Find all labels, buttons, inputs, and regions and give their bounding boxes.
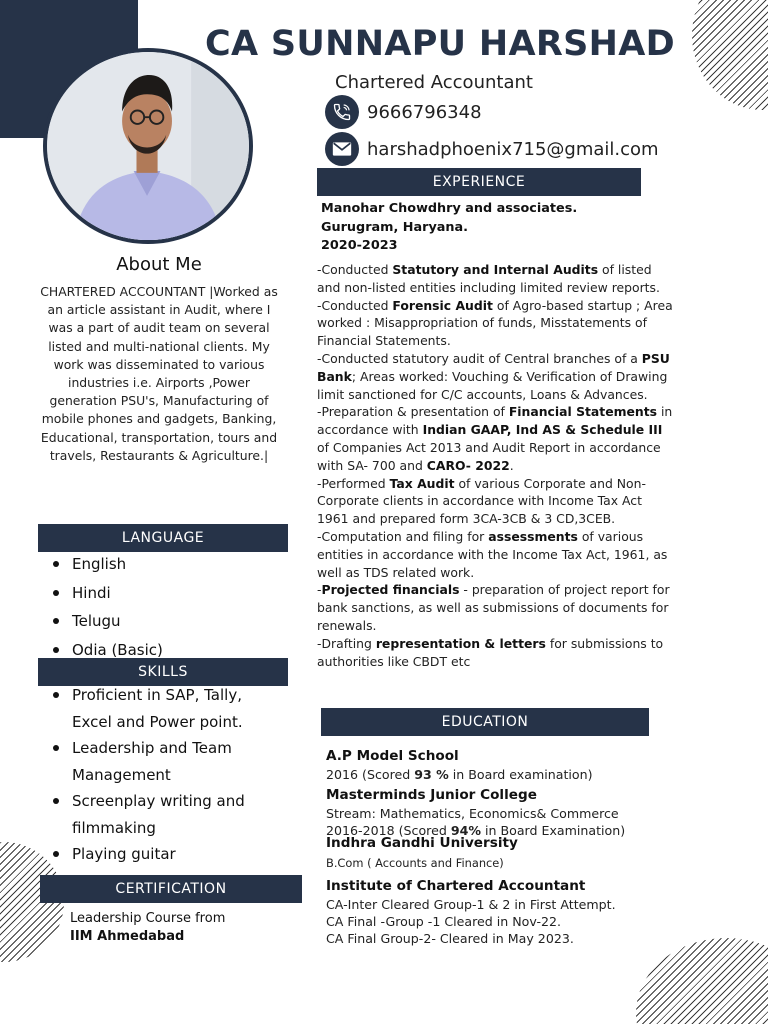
education-stream: Stream: Mathematics, Economics& Commerce xyxy=(326,806,619,821)
education-result: CA Final -Group -1 Cleared in Nov-22. xyxy=(326,914,562,929)
education-entry-school xyxy=(326,747,686,783)
bold-text: Statutory and Internal Audits xyxy=(392,262,599,277)
list-item: Screenplay writing and filmmaking xyxy=(38,788,270,841)
list-item: Odia (Basic) xyxy=(38,636,288,665)
decorative-hatched-circle xyxy=(636,938,768,1024)
experience-firm: Manohar Chowdhry and associates. xyxy=(321,201,578,216)
language-section-bar: LANGUAGE xyxy=(38,524,288,552)
list-item: Proficient in SAP, Tally, Excel and Power point. xyxy=(38,682,270,735)
text-run: -Computation and filing for xyxy=(317,528,489,544)
text-run: of various Corporate and Non-Corporate clients in accordance with Income Tax Act 1961 and prepared form 3CA-3CB & 3 CD,3CEB. xyxy=(317,475,646,527)
bold-text: Forensic Audit xyxy=(392,297,493,313)
text-run: -Preparation & presentation of xyxy=(317,404,509,420)
skills-list xyxy=(38,682,270,868)
phone-number[interactable]: 9666796348 xyxy=(367,101,482,123)
skills-section-bar: SKILLS xyxy=(38,658,288,686)
list-item: Hindi xyxy=(38,579,288,608)
education-section-bar: EDUCATION xyxy=(321,708,649,736)
bold-text: Tax Audit xyxy=(389,475,455,491)
education-entry-college xyxy=(326,786,686,839)
envelope-icon xyxy=(325,132,359,166)
bold-text: Projected financials xyxy=(321,582,460,598)
email-row xyxy=(325,132,659,166)
list-item: Telugu xyxy=(38,607,288,636)
text-run: - xyxy=(317,582,322,598)
certification-text xyxy=(70,910,225,946)
experience-bullet xyxy=(317,350,677,403)
text-run: of Companies Act 2013 and Audit Report in accordance with SA- 700 and xyxy=(317,439,661,473)
language-list xyxy=(38,550,288,664)
list-item: Playing guitar xyxy=(38,841,270,868)
about-text: CHARTERED ACCOUNTANT |Worked as an article assistant in Audit, where I was a part of audit team on several listed and multi-national clients. My work was disseminated to various industries i.e. Airports ,Power generation PSU's, Manufacturing of mobile phones and gadgets, Banking, Educational, transportation, tours and travels, Restaurants & Agriculture.| xyxy=(40,284,278,463)
education-degree: B.Com ( Accounts and Finance) xyxy=(326,856,504,870)
experience-bullet xyxy=(317,581,677,634)
text-run: . xyxy=(509,457,514,473)
bold-text: Indian GAAP, Ind AS & Schedule III xyxy=(422,422,663,438)
text-run: -Conducted xyxy=(317,262,393,277)
email-address[interactable]: harshadphoenix715@gmail.com xyxy=(367,138,659,160)
text-run: of Agro-based startup ; Area worked : Misappropriation of funds, Misstatements of Financial Statements. xyxy=(317,297,673,349)
experience-bullet xyxy=(317,297,677,350)
experience-bullet xyxy=(317,261,677,297)
bold-text: representation & letters xyxy=(375,635,546,651)
decorative-hatched-circle xyxy=(692,0,768,110)
bold-text: Financial Statements xyxy=(508,404,658,420)
experience-description xyxy=(317,261,677,670)
text-run: - preparation of project report for bank sanctions, as well as submissions of documents for renewals. xyxy=(317,582,670,633)
candidate-name: CA SUNNAPU HARSHAD xyxy=(205,24,675,64)
text-run: -Conducted xyxy=(317,297,393,313)
education-institution: Masterminds Junior College xyxy=(326,787,537,803)
education-result: 2016 (Scored 93 % in Board examination) xyxy=(326,767,593,782)
text-run: ; Areas worked: Vouching & Verification of Drawing limit sanctioned for C/C accounts, Loans & Advances. xyxy=(317,368,668,402)
experience-period: 2020-2023 xyxy=(321,238,398,253)
bold-text: assessments xyxy=(488,528,578,544)
certification-section-bar: CERTIFICATION xyxy=(40,875,302,903)
education-result: CA-Inter Cleared Group-1 & 2 in First Attempt. xyxy=(326,897,616,912)
experience-bullet xyxy=(317,528,677,581)
education-institution: A.P Model School xyxy=(326,748,459,764)
experience-location: Gurugram, Haryana. xyxy=(321,219,469,235)
phone-row xyxy=(325,95,482,129)
text-run: -Conducted statutory audit of Central branches of a xyxy=(317,350,642,366)
list-item: English xyxy=(38,550,288,579)
education-entry-university xyxy=(326,834,686,872)
experience-bullet xyxy=(317,403,677,474)
experience-bullet xyxy=(317,475,677,528)
text-run: of various entities in accordance with the Income Tax Act, 1961, as well as TDS related work. xyxy=(317,528,668,580)
text-run: -Drafting xyxy=(317,635,376,651)
education-institution: Indhra Gandhi University xyxy=(326,835,518,851)
experience-section-bar: EXPERIENCE xyxy=(317,168,641,196)
about-title: About Me xyxy=(116,254,202,275)
bold-text: PSU Bank xyxy=(317,350,670,384)
list-item: Leadership and Team Management xyxy=(38,735,270,788)
text-run: of listed and non-listed entities including limited review reports. xyxy=(317,262,660,295)
certification-line: Leadership Course from xyxy=(70,911,226,926)
profile-photo-illustration xyxy=(47,52,249,240)
experience-bullet xyxy=(317,635,677,671)
phone-icon xyxy=(325,95,359,129)
education-result: CA Final Group-2- Cleared in May 2023. xyxy=(326,931,574,946)
bold-text: CARO- 2022 xyxy=(426,457,510,473)
experience-header xyxy=(321,200,577,256)
text-run: in accordance with xyxy=(317,404,673,438)
text-run: for submissions to authorities like CBDT etc xyxy=(317,635,664,669)
certification-institute: IIM Ahmedabad xyxy=(70,929,185,944)
education-entry-ica xyxy=(326,877,686,947)
candidate-role: Chartered Accountant xyxy=(335,72,533,93)
education-institution: Institute of Chartered Accountant xyxy=(326,878,586,894)
text-run: -Performed xyxy=(317,475,390,491)
education-result: 2016-2018 (Scored 94% in Board Examination) xyxy=(326,823,626,838)
profile-photo xyxy=(43,48,253,244)
